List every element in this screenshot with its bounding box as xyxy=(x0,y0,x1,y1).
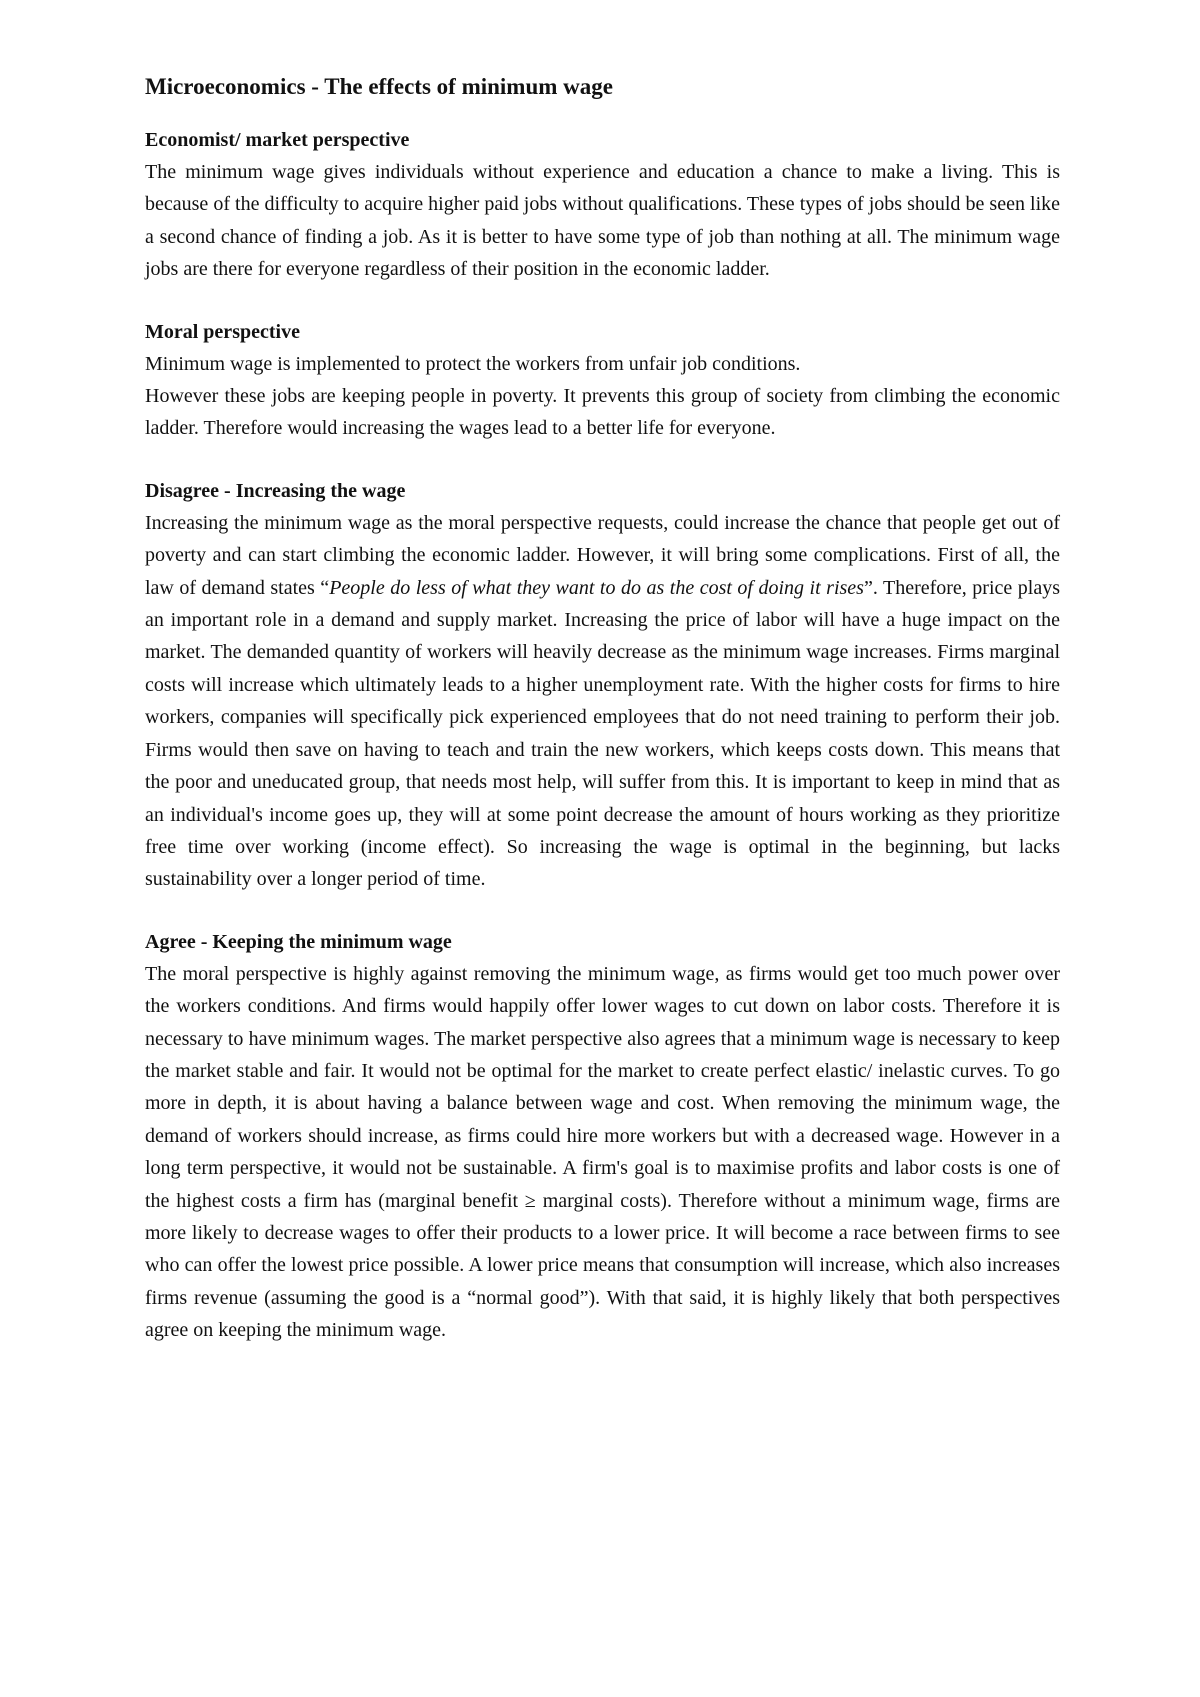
section-paragraph: The minimum wage gives individuals without experience and education a chance to make a living. This is because of the difficulty to acquire higher paid jobs without qualifications. These types of jobs should be seen like a second chance of finding a job. As it is better to have some type of job than nothing at all. The minimum wage jobs are there for everyone regardless of their position in the economic ladder. xyxy=(145,161,1060,281)
section-heading: Agree - Keeping the minimum wage xyxy=(145,930,452,953)
paragraph-text: ”. Therefore, price plays an important role in a demand and supply market. Increasing the price of labor will have a huge impact on the market. The demanded quantity of workers will heavily decrease as the minimum wage increases. Firms marginal costs will increase which ultimately leads to a higher unemployment rate. With the higher costs for firms to hire workers, companies will specifically pick experienced employees that do not need training to perform their job. Firms would then save on having to teach and train the new workers, which keeps costs down. This means that the poor and uneducated group, that needs most help, will suffer from this. It is important to keep in mind that as an individual's income goes up, they will at some point decrease the amount of hours working as they prioritize free time over working (income effect). So increasing the wage is optimal in the beginning, but lacks sustainability over a longer period of time. xyxy=(145,576,1060,891)
law-of-demand-quote: People do less of what they want to do as the cost of doing it rises xyxy=(329,576,864,599)
section-economist-perspective xyxy=(145,124,1060,286)
section-paragraph: However these jobs are keeping people in poverty. It prevents this group of society from climbing the economic ladder. Therefore would increasing the wages lead to a better life for everyone. xyxy=(145,385,1060,440)
section-agree-keeping-wage xyxy=(145,926,1060,1347)
section-paragraph xyxy=(145,507,1060,896)
section-paragraph: Minimum wage is implemented to protect the workers from unfair job conditions. xyxy=(145,352,801,375)
section-heading: Economist/ market perspective xyxy=(145,129,410,151)
paragraph-text: Increasing the minimum wage as the moral perspective requests, could increase the chance that people get out of poverty and can start climbing the economic ladder. However, it will bring some complications. First of all, the law of demand states “ xyxy=(145,511,1060,599)
section-paragraph: The moral perspective is highly against removing the minimum wage, as firms would get too much power over the workers conditions. And firms would happily offer lower wages to cut down on labor costs. Therefore it is necessary to have minimum wages. The market perspective also agrees that a minimum wage is necessary to keep the market stable and fair. It would not be optimal for the market to create perfect elastic/ inelastic curves. To go more in depth, it is about having a balance between wage and cost. When removing the minimum wage, the demand of workers should increase, as firms could hire more workers but with a decreased wage. However in a long term perspective, it would not be sustainable. A firm's goal is to maximise profits and labor costs is one of the highest costs a firm has (marginal benefit ≥ marginal costs). Therefore without a minimum wage, firms are more likely to decrease wages to offer their products to a lower price. It will become a race between firms to see who can offer the lowest price possible. A lower price means that consumption will increase, which also increases firms revenue (assuming the good is a “normal good”). With that said, it is highly likely that both perspectives agree on keeping the minimum wage. xyxy=(145,962,1060,1342)
document-page xyxy=(145,72,1060,1377)
section-heading: Disagree - Increasing the wage xyxy=(145,479,406,502)
section-disagree-increasing-wage xyxy=(145,475,1060,896)
section-moral-perspective xyxy=(145,316,1060,445)
section-heading: Moral perspective xyxy=(145,320,300,343)
document-title: Microeconomics - The effects of minimum wage xyxy=(145,74,613,99)
